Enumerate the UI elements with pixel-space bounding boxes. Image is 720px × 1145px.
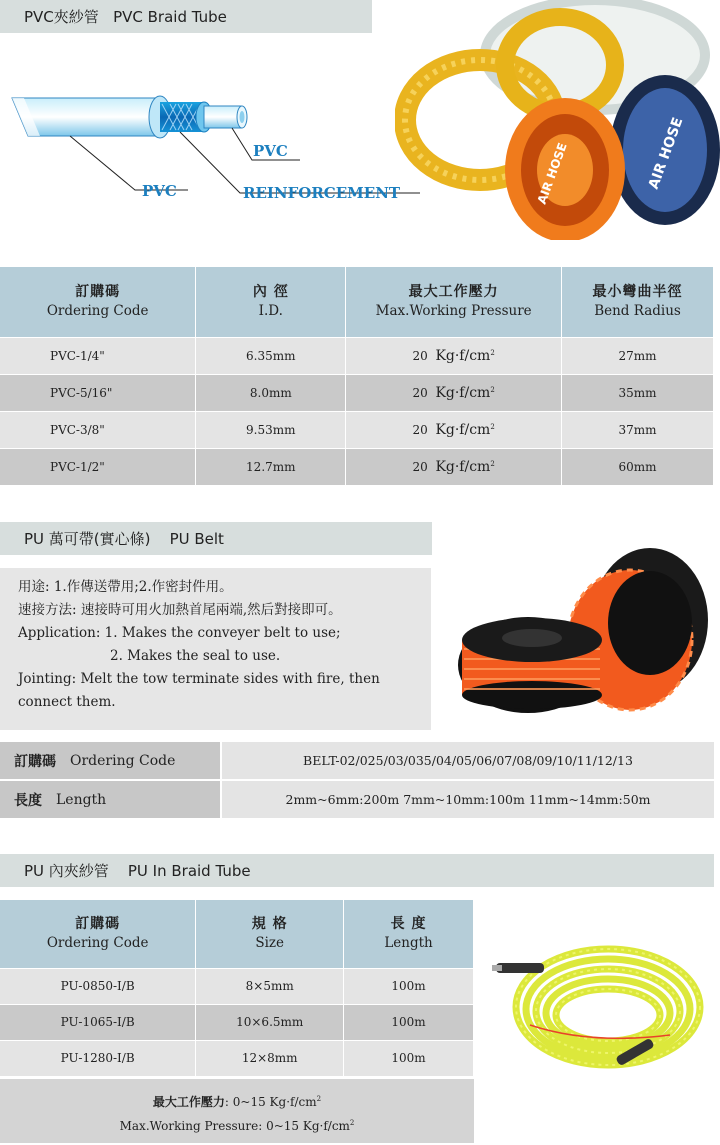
table-row: PVC-3/8" 9.53mm 20 $Kg\cdot f/cm^2$ 37mm bbox=[0, 411, 714, 448]
pu-spec-table bbox=[0, 900, 474, 1077]
label-pvc-outer: PVC bbox=[142, 182, 177, 200]
col-header-pressure: 最大工作壓力 Max.Working Pressure bbox=[346, 267, 562, 337]
belt-spool-photo bbox=[450, 545, 715, 715]
length-label: 長度 Length bbox=[0, 781, 220, 818]
ordering-value: BELT-02/025/03/035/04/05/06/07/08/09/10/11/12/13 bbox=[222, 742, 714, 779]
belt-ordering-row bbox=[0, 742, 714, 779]
desc-line: 用途: 1.作傳送帶用;2.作密封件用。 bbox=[18, 579, 233, 595]
col-header-bend: 最小彎曲半徑 Bend Radius bbox=[562, 267, 714, 337]
table-row: PU-0850-I/B 8×5mm 100m bbox=[0, 968, 474, 1004]
table-row: PU-1280-I/B 12×8mm 100m bbox=[0, 1040, 474, 1076]
belt-description bbox=[0, 568, 431, 730]
length-value: 2mm~6mm:200m 7mm~10mm:100m 11mm~14mm:50m bbox=[222, 781, 714, 818]
photo-label-2: AIR HOSE bbox=[645, 115, 687, 192]
section-title-text: PU 萬可帶(實心條) PU Belt bbox=[24, 530, 224, 548]
col-header-code: 訂購碼 Ordering Code bbox=[0, 900, 196, 968]
table-row: PVC-5/16" 8.0mm 20 $Kg\cdot f/cm^2$ 35mm bbox=[0, 374, 714, 411]
pvc-hose-photo bbox=[395, 0, 720, 240]
col-header-code: 訂購碼 Ordering Code bbox=[0, 267, 196, 337]
footer-en: Max.Working Pressure: 0~15 $Kg\cdot f/cm^2$ bbox=[119, 1119, 355, 1133]
col-header-length: 長 度 Length bbox=[344, 900, 474, 968]
desc-line: connect them. bbox=[18, 694, 116, 710]
table-row: PVC-1/2" 12.7mm 20 $Kg\cdot f/cm^2$ 60mm bbox=[0, 448, 714, 485]
desc-line: 速接方法: 速接時可用火加熱首尾兩端,然后對接即可。 bbox=[18, 602, 342, 618]
ordering-label: 訂購碼 Ordering Code bbox=[0, 742, 220, 779]
tube-diagram bbox=[0, 90, 430, 210]
belt-length-row bbox=[0, 781, 714, 818]
photo-label-1: AIR HOSE bbox=[534, 140, 570, 207]
pu-hose-photo bbox=[490, 935, 715, 1085]
label-pvc-inner: PVC bbox=[253, 142, 288, 160]
desc-line: Application: 1. Makes the conveyer belt to use; bbox=[18, 625, 341, 641]
table-row: PVC-1/4" 6.35mm 20 $Kg\cdot f/cm^2$ 27mm bbox=[0, 337, 714, 374]
col-header-size: 規 格 Size bbox=[196, 900, 344, 968]
col-header-id: 內 徑 I.D. bbox=[196, 267, 346, 337]
desc-line: 2. Makes the seal to use. bbox=[110, 648, 281, 664]
section-title-belt bbox=[0, 522, 432, 555]
section-title-braid bbox=[0, 854, 714, 887]
section-title-text: PVC夾紗管 PVC Braid Tube bbox=[24, 8, 227, 26]
label-reinforcement: REINFORCEMENT bbox=[243, 184, 401, 202]
section-title-pvc bbox=[0, 0, 372, 33]
pvc-spec-table bbox=[0, 267, 714, 486]
table-row: PU-1065-I/B 10×6.5mm 100m bbox=[0, 1004, 474, 1040]
section-title-text: PU 內夾紗管 PU In Braid Tube bbox=[24, 862, 251, 880]
pressure-footer bbox=[0, 1079, 474, 1143]
desc-line: Jointing: Melt the tow terminate sides with fire, then bbox=[18, 671, 380, 687]
footer-zh: 最大工作壓力: 0~15 $Kg\cdot f/cm^2$ bbox=[152, 1095, 322, 1109]
